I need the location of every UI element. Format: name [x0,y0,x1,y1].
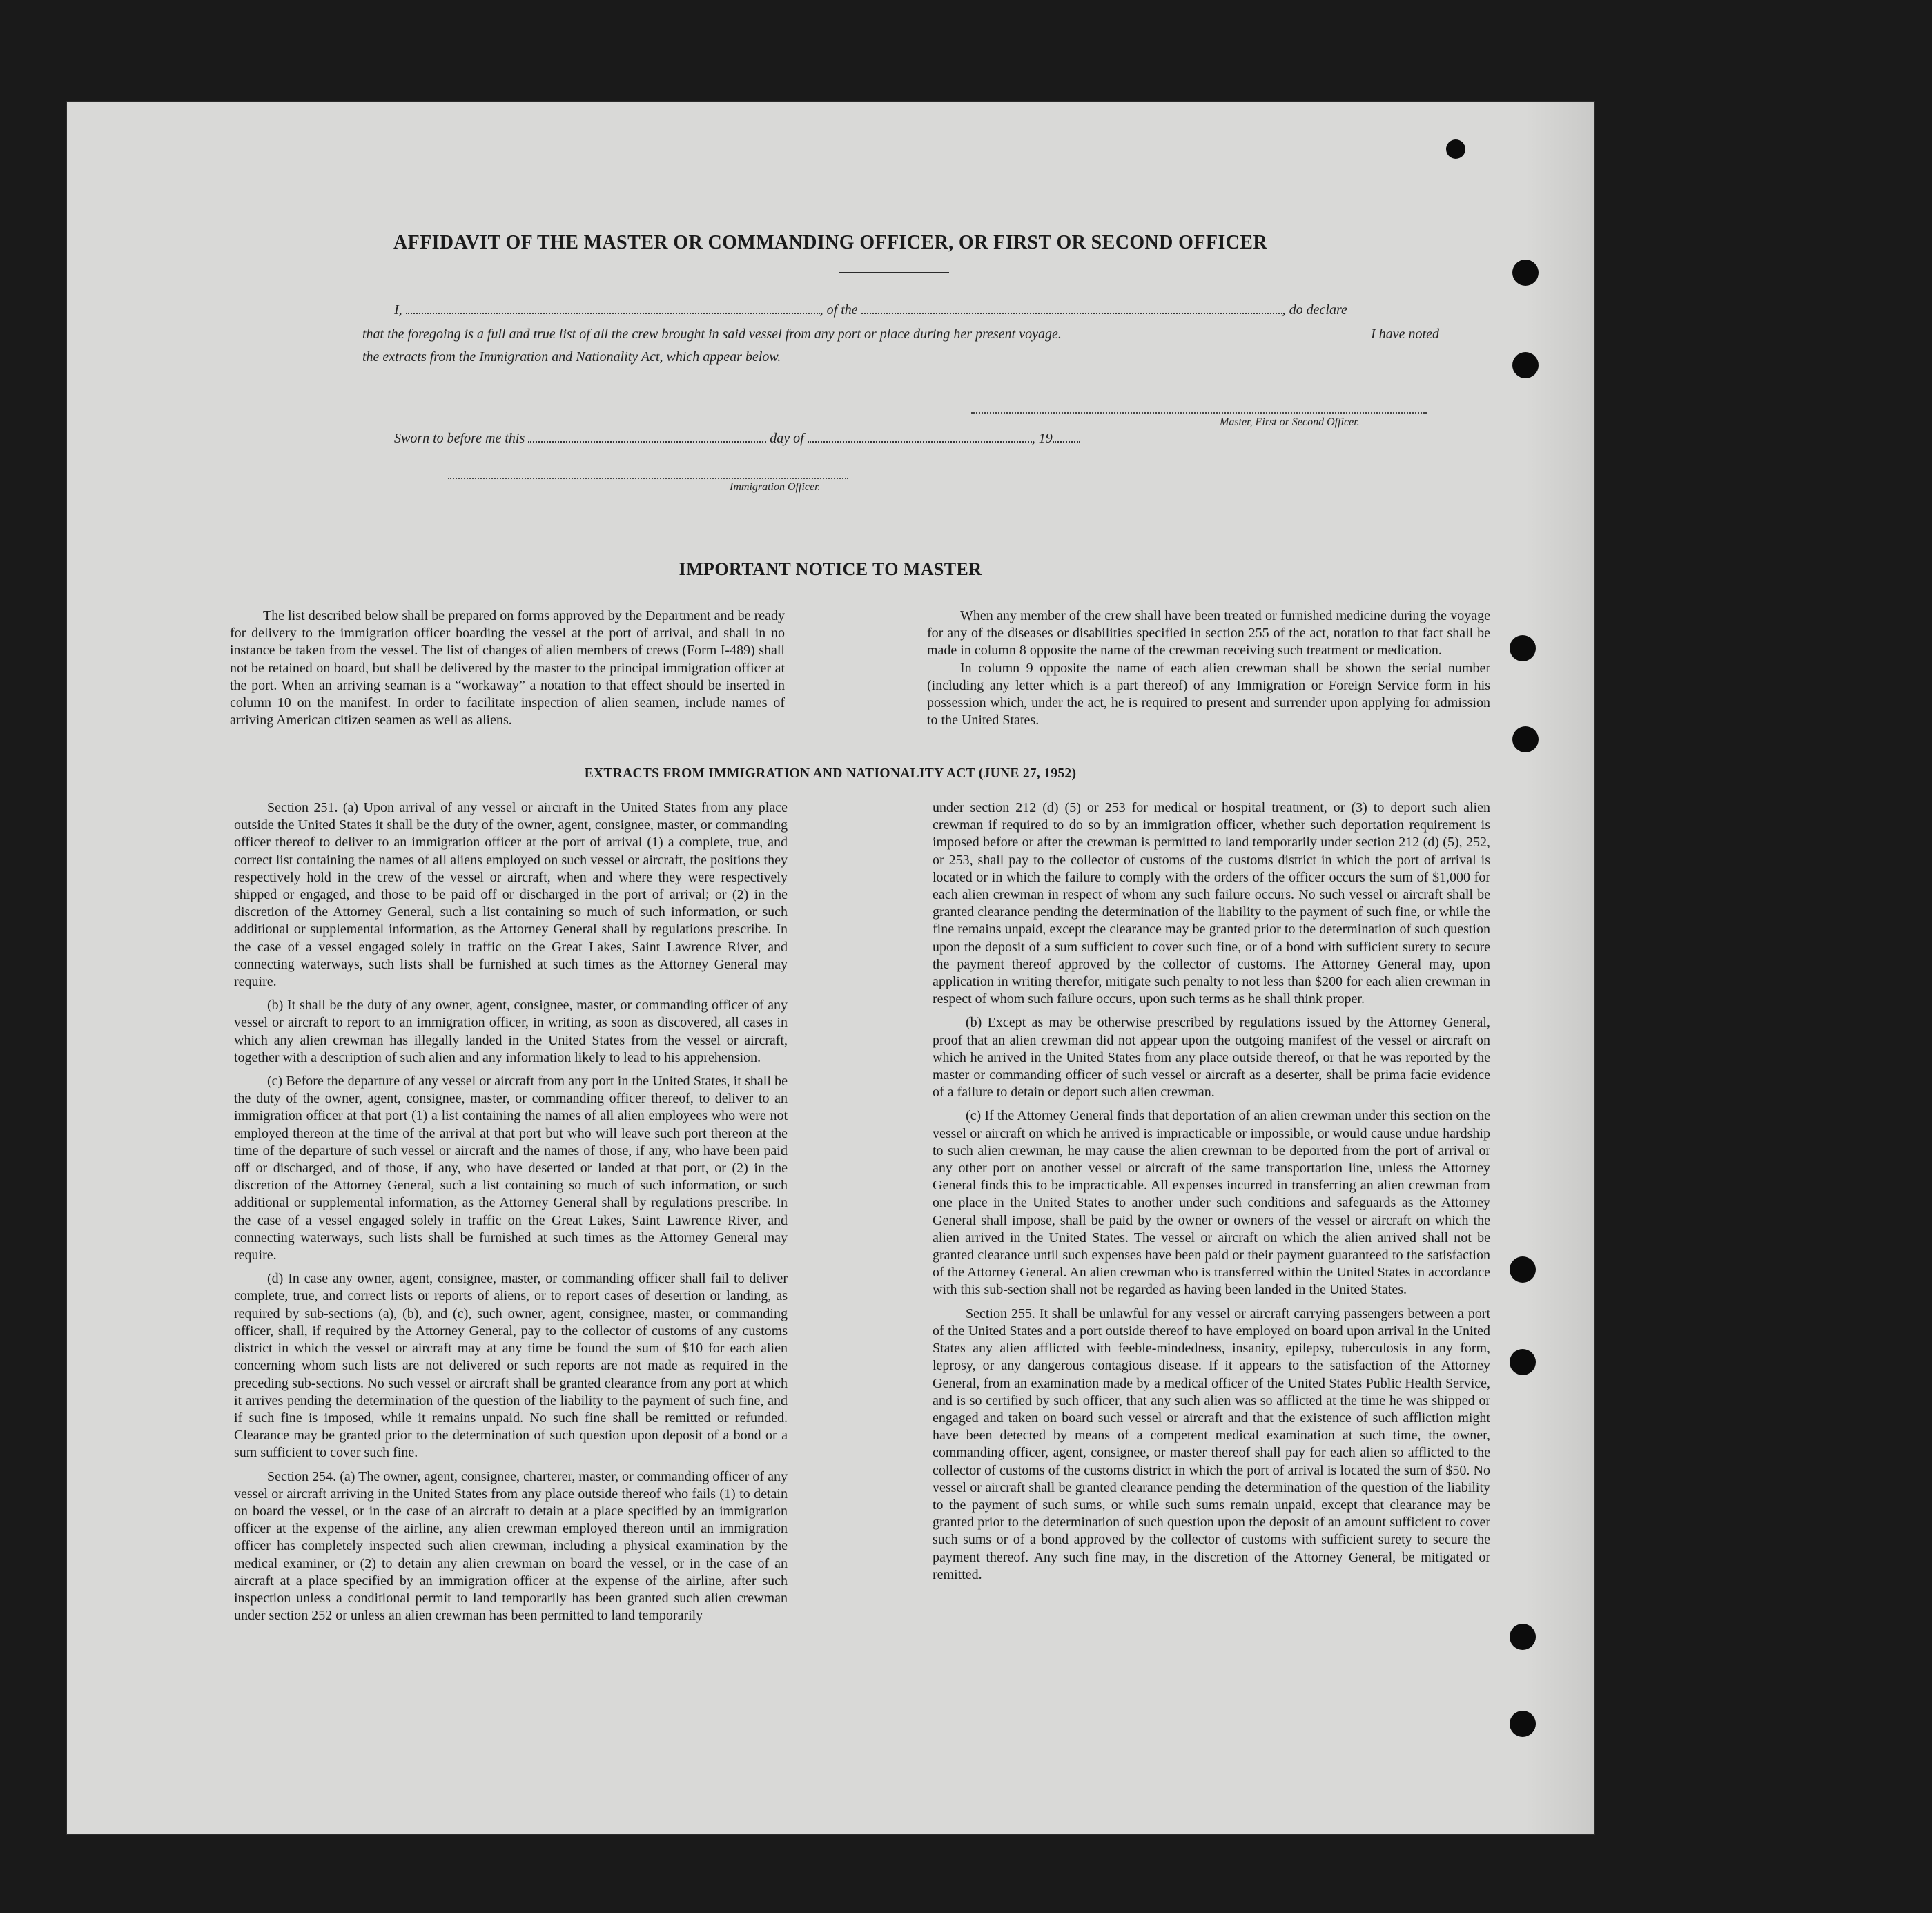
master-caption: Master, First or Second Officer. [1220,416,1360,428]
punch-hole [1510,1624,1536,1650]
section-251-a: Section 251. (a) Upon arrival of any vessel or aircraft in the United States from any place outside the United States it shall be the duty of the owner, agent, consignee, master, or commanding officer thereof to deliver to an immigration officer at the port of arrival (1) a complete, true, and correct list containing the names of all aliens employed on such vessel or aircraft, the positions they respectively hold in the crew of the vessel or aircraft, when and where they were respectively shipped or engaged, and those to be paid off or discharged in the port of arrival; or (2) in the discretion of the Attorney General, such a list containing so much of such information, or such additional or supplemental information, as the Attorney General shall by regulations prescribe. In the case of a vessel engaged solely in traffic on the Great Lakes, Saint Lawrence River, and connecting waterways, such lists shall be furnished at such times as the Attorney General may require. [234,800,788,990]
affidavit-statement: that the foregoing is a full and true list of all the crew brought in said vessel from any port or place during her present voyage. [362,327,1062,342]
sworn-day-blank[interactable] [528,431,766,443]
notice-left-column [230,608,785,735]
punch-hole [1512,726,1539,752]
notice-right-column [927,608,1490,735]
officer-signature-line[interactable] [448,478,848,479]
punch-hole [1510,1256,1536,1283]
affidavit-line-1 [394,302,1347,318]
extracts-left-column [234,799,788,1631]
sworn-month-blank[interactable] [808,431,1032,443]
declare-label: , do declare [1282,302,1347,318]
title-underline [839,272,949,273]
officer-caption: Immigration Officer. [730,481,821,493]
sworn-line [394,431,1080,447]
punch-hole [1510,1711,1536,1737]
year-label: , 19 [1031,431,1053,446]
extracts-title: EXTRACTS FROM IMMIGRATION AND NATIONALITY ACT (JUNE 27, 1952) [584,766,1077,781]
section-251-d: (d) In case any owner, agent, consignee, master, or commanding officer shall fail to deliver complete, true, and correct lists or reports of aliens, or to report cases of desertion or landing, as required by sub-sections (a), (b), and (c), such owner, agent, consignee, master, or commanding officer, shall, if required by the Attorney General, pay to the collector of customs of any customs district in which the vessel or aircraft may at any time be found the sum of $10 for each alien concerning whom such lists are not delivered or such reports are not made as required in the preceding sub-sections. No such vessel or aircraft shall be granted clearance from any port at which it arrives pending the determination of the question of the liability to the payment of such fine, and if such fine is imposed, while it remains unpaid. No such fine shall be remitted or refunded. Clearance may be granted prior to the determination of such question upon deposit of a bond or a sum sufficient to cover such fine. [234,1271,788,1461]
section-254-a-continued: under section 212 (d) (5) or 253 for medical or hospital treatment, or (3) to deport such alien crewman if required to do so by an immigration officer, whether such deportation requirement is imposed before or after the crewman is permitted to land temporarily under section 212 (d) (5), 252, or 253, shall pay to the collector of customs of the customs district in which the port of arrival is located or in which the failure to comply with the orders of the officer occurs the sum of $1,000 for each alien crewman in respect of whom any such failure occurs. No such vessel or aircraft shall be granted clearance pending the determination of the liability to the payment of such fine, or while the fine remains unpaid, except the clearance may be granted prior to the determination of such question upon the deposit of a sum sufficient to cover such fine, or of a bond with sufficient surety to secure the payment thereof approved by the collector of customs. The Attorney General may, upon application in writing therefor, mitigate such penalty to not less than $200 for each alien crewman in respect of whom such failure occurs, upon such terms as he shall think proper. [933,800,1490,1007]
day-of-label: day of [770,431,804,446]
notice-right-paragraph-1: When any member of the crew shall have been treated or furnished medicine during the voyage for any of the diseases or disabilities specified in section 255 of the act, notation to that fact shall be made in column 8 opposite the name of the crewman receiving such treatment or medication. [927,608,1490,659]
notice-left-paragraph: The list described below shall be prepared on forms approved by the Department and be ready for delivery to the immigration officer boarding the vessel at the port of arrival, and shall in no instance be taken from the vessel. The list of changes of alien members of crews (Form I-489) shall not be retained on board, but shall be delivered by the master to the principal immigration officer at the port. When an arriving seaman is a “workaway” a notation to that effect should be inserted in column 10 on the manifest. In order to facilitate inspection of alien seamen, include names of arriving American citizen seamen as well as aliens. [230,608,785,728]
sworn-year-blank[interactable] [1053,431,1080,443]
affidavit-i-label: I, [394,302,402,318]
of-the-label: , of the [819,302,858,318]
affidavit-noted: I have noted [1371,327,1439,342]
notice-right-paragraph-2: In column 9 opposite the name of each alien crewman shall be shown the serial number (including any letter which is a part thereof) of any Immigration or Foreign Service form in his possession which, under the act, he is required to present and surrender upon applying for admission to the United States. [927,660,1490,728]
punch-hole [1510,635,1536,661]
vessel-blank[interactable] [861,303,1282,314]
punch-hole [1446,139,1465,159]
affidavit-line-3: the extracts from the Immigration and Nationality Act, which appear below. [362,349,781,365]
extracts-right-column [933,799,1490,1590]
section-251-c: (c) Before the departure of any vessel or aircraft from any port in the United States, it shall be the duty of the owner, agent, consignee, master, or commanding officer thereof, to deliver to an immigration officer at that port (1) a list containing the names of all alien employees who were not employed thereon at the time of the arrival at that port but who will leave such port thereon at the time of the departure of such vessel or aircraft and the names of those, if any, who have been paid off or discharged, and of those, if any, who have deserted or landed at that port, or (2) in the discretion of the Attorney General, such a list containing so much of such information, or such additional or supplemental information, as the Attorney General shall by regulations prescribe. In the case of a vessel engaged solely in traffic on the Great Lakes, Saint Lawrence River, and connecting waterways, such lists shall be furnished at such times as the Attorney General may require. [234,1074,788,1263]
punch-hole [1512,260,1539,286]
master-signature-line[interactable] [971,412,1427,414]
section-254-c: (c) If the Attorney General finds that deportation of an alien crewman under this section on the vessel or aircraft on which he arrived is impracticable or impossible, or would cause undue hardship to such alien crewman, he may cause the alien crewman to be deported from the port of arrival or any other port on another vessel or aircraft of the same transportation line, unless the Attorney General finds this to be impracticable. All expenses incurred in transferring an alien crewman from one place in the United States to another under such conditions and safeguards as the Attorney General shall impose, shall be paid by the owner or owners of the vessel or aircraft on which the alien arrived in the United States. The vessel or aircraft on which the alien arrived shall not be granted clearance until such expenses have been paid or their payment guaranteed to the satisfaction of the Attorney General. An alien crewman who is transferred within the United States in accordance with this sub-section shall not be regarded as having been landed in the United States. [933,1108,1490,1298]
section-254-a: Section 254. (a) The owner, agent, consignee, charterer, master, or commanding officer of any vessel or aircraft arriving in the United States from any place outside thereof who fails (1) to detain on board the vessel, or in the case of an aircraft to detain at a place specified by an immigration officer at the expense of the airline, any alien crewman employed thereon until an immigration officer has completely inspected such alien crewman, including a physical examination by the medical examiner, or (2) to detain any alien crewman on board the vessel, or in the case of an aircraft at a place specified by an immigration officer at the expense of the airline, after such inspection unless a conditional permit to land temporarily has been granted such alien crewman under section 252 or unless an alien crewman has been permitted to land temporarily [234,1468,788,1624]
affidavit-title: AFFIDAVIT OF THE MASTER OR COMMANDING OFFICER, OR FIRST OR SECOND OFFICER [393,232,1267,253]
section-255: Section 255. It shall be unlawful for any vessel or aircraft carrying passengers between a port of the United States and a port outside thereof to have employed on board upon arrival in the United States any alien afflicted with feeble-mindedness, insanity, epilepsy, tuberculosis in any form, leprosy, or any dangerous contagious disease. If it appears to the satisfaction of the Attorney General, from an examination made by a medical officer of the United States Public Health Service, and is so certified by such officer, that any such alien was so afflicted at the time he was shipped or engaged and taken on board such vessel or aircraft and that the existence of such affliction might have been detected by means of a competent medical examination at such time, the owner, commanding officer, agent, consignee, or master thereof shall pay for each alien so afflicted to the collector of customs of the customs district in which the port of arrival is located the sum of $50. No vessel or aircraft shall be granted clearance pending the determination of the question of the liability to the payment of such sums, or while such sums remain unpaid, except that clearance may be granted prior to the determination of such question upon the deposit of an amount sufficient to cover such sums or of a bond approved by the collector of customs with sufficient surety to secure the payment thereof. Any such fine may, in the discretion of the Attorney General, be mitigated or remitted. [933,1305,1490,1582]
section-251-b: (b) It shall be the duty of any owner, agent, consignee, master, or commanding officer of any vessel or aircraft to report to an immigration officer, in writing, as soon as discovered, all cases in which any alien crewman has illegally landed in the United States from the vessel or aircraft, together with a description of such alien and any information likely to lead to his apprehension. [234,998,788,1065]
punch-hole [1510,1349,1536,1375]
notice-title: IMPORTANT NOTICE TO MASTER [679,559,982,579]
affidavit-line-2 [362,327,1439,342]
punch-hole [1512,352,1539,378]
section-254-b: (b) Except as may be otherwise prescribed by regulations issued by the Attorney General, proof that an alien crewman did not appear upon the outgoing manifest of the vessel or aircraft on which he arrived in the United States from any place outside thereof, or that he was reported by the master or commanding officer of such vessel or aircraft as a deserter, shall be prima facie evidence of a failure to detain or deport such alien crewman. [933,1015,1490,1100]
document-page [67,102,1594,1834]
sworn-label: Sworn to before me this [394,431,525,446]
name-blank[interactable] [406,303,820,314]
